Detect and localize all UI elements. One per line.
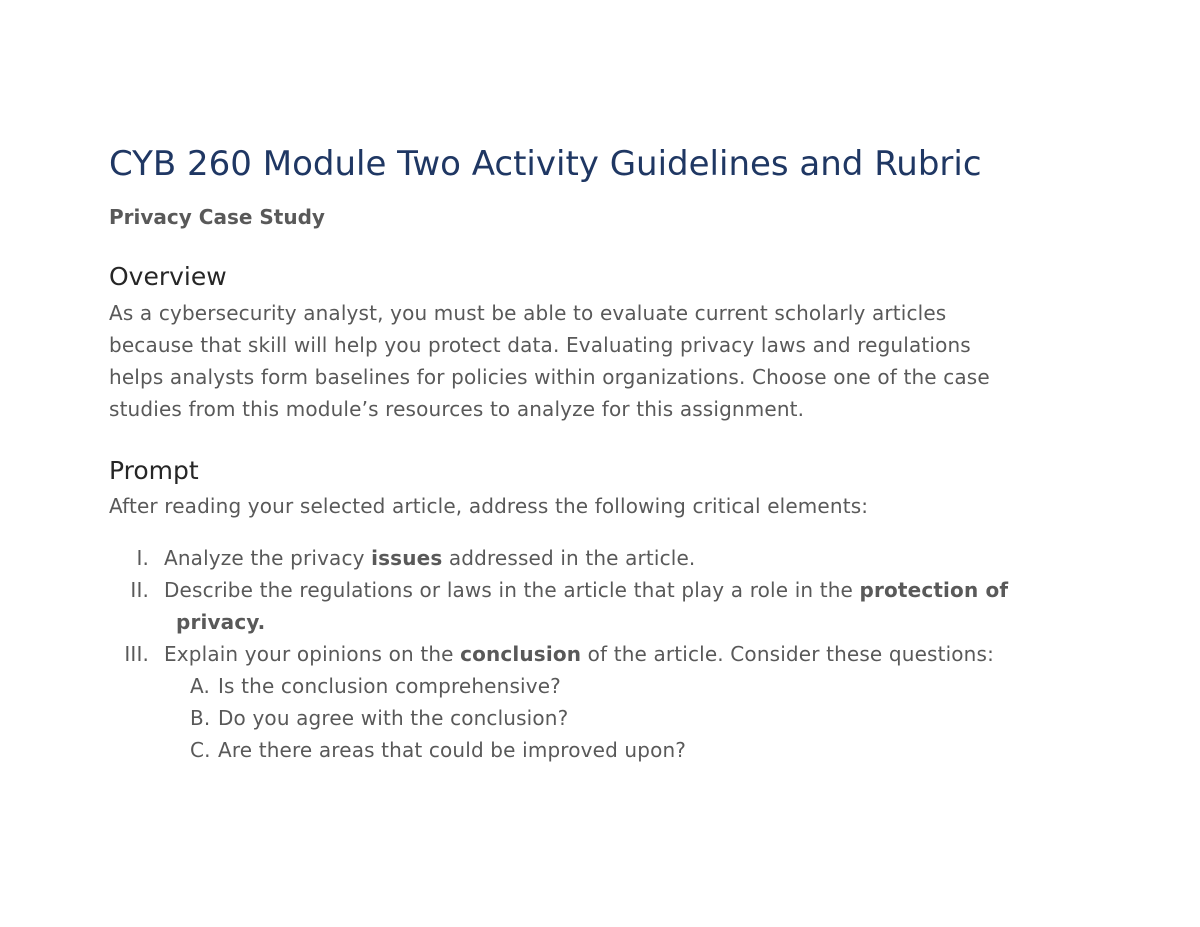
list-item-text: Describe the regulations or laws in the article that play a role in the protection of (164, 578, 1009, 602)
sub-list-letter: C. (190, 738, 211, 762)
sub-list-text: Do you agree with the conclusion? (218, 706, 569, 730)
overview-line: because that skill will help you protect data. Evaluating privacy laws and regulations (109, 333, 971, 357)
prompt-heading: Prompt (109, 456, 199, 485)
sub-list-text: Is the conclusion comprehensive? (218, 674, 561, 698)
overview-line: studies from this module’s resources to analyze for this assignment. (109, 397, 805, 421)
overview-paragraph (109, 297, 1094, 425)
document-page: CYB 260 Module Two Activity Guidelines and Rubric Privacy Case Study Overview As a cybersecurity analyst, you must be able to evaluate current scholarly articles because that skill will help you protect data. Evaluating privacy laws and regulations helps analysts form baselines for policies within organizations. Choose one of the case studies from this module’s resources to analyze for this assignment. Prompt After reading your selected article, address the following critical elements: I. Analyze the privacy issues addressed in the article. II. Describe the regulations or laws in the article that play a role in the protection of privacy. III. Explain your opinions on the conclusion of the article. Consider these questions: A. Is the conclusion comprehensive? B. Do you agree with the conclusion? C. Are there areas that could be improved upon? (109, 140, 1109, 188)
overview-line: helps analysts form baselines for policies within organizations. Choose one of the case (109, 365, 990, 389)
list-numeral: I. (136, 546, 149, 570)
list-numeral: II. (130, 578, 149, 602)
page-title: CYB 260 Module Two Activity Guidelines and Rubric (109, 144, 982, 184)
list-numeral: III. (124, 642, 149, 666)
prompt-intro: After reading your selected article, address the following critical elements: (109, 494, 869, 518)
sub-list-text: Are there areas that could be improved upon? (218, 738, 687, 762)
sub-list-item (190, 734, 686, 766)
sub-list-item (190, 670, 561, 702)
list-item-text: Explain your opinions on the conclusion of the article. Consider these questions: (164, 642, 994, 666)
sub-list-letter: B. (190, 706, 211, 730)
page-subtitle: Privacy Case Study (109, 205, 325, 229)
sub-list-letter: A. (190, 674, 210, 698)
overview-line: As a cybersecurity analyst, you must be able to evaluate current scholarly articles (109, 301, 947, 325)
overview-heading: Overview (109, 262, 227, 291)
list-item-text: Analyze the privacy issues addressed in the article. (164, 546, 696, 570)
sub-list-item (190, 702, 568, 734)
